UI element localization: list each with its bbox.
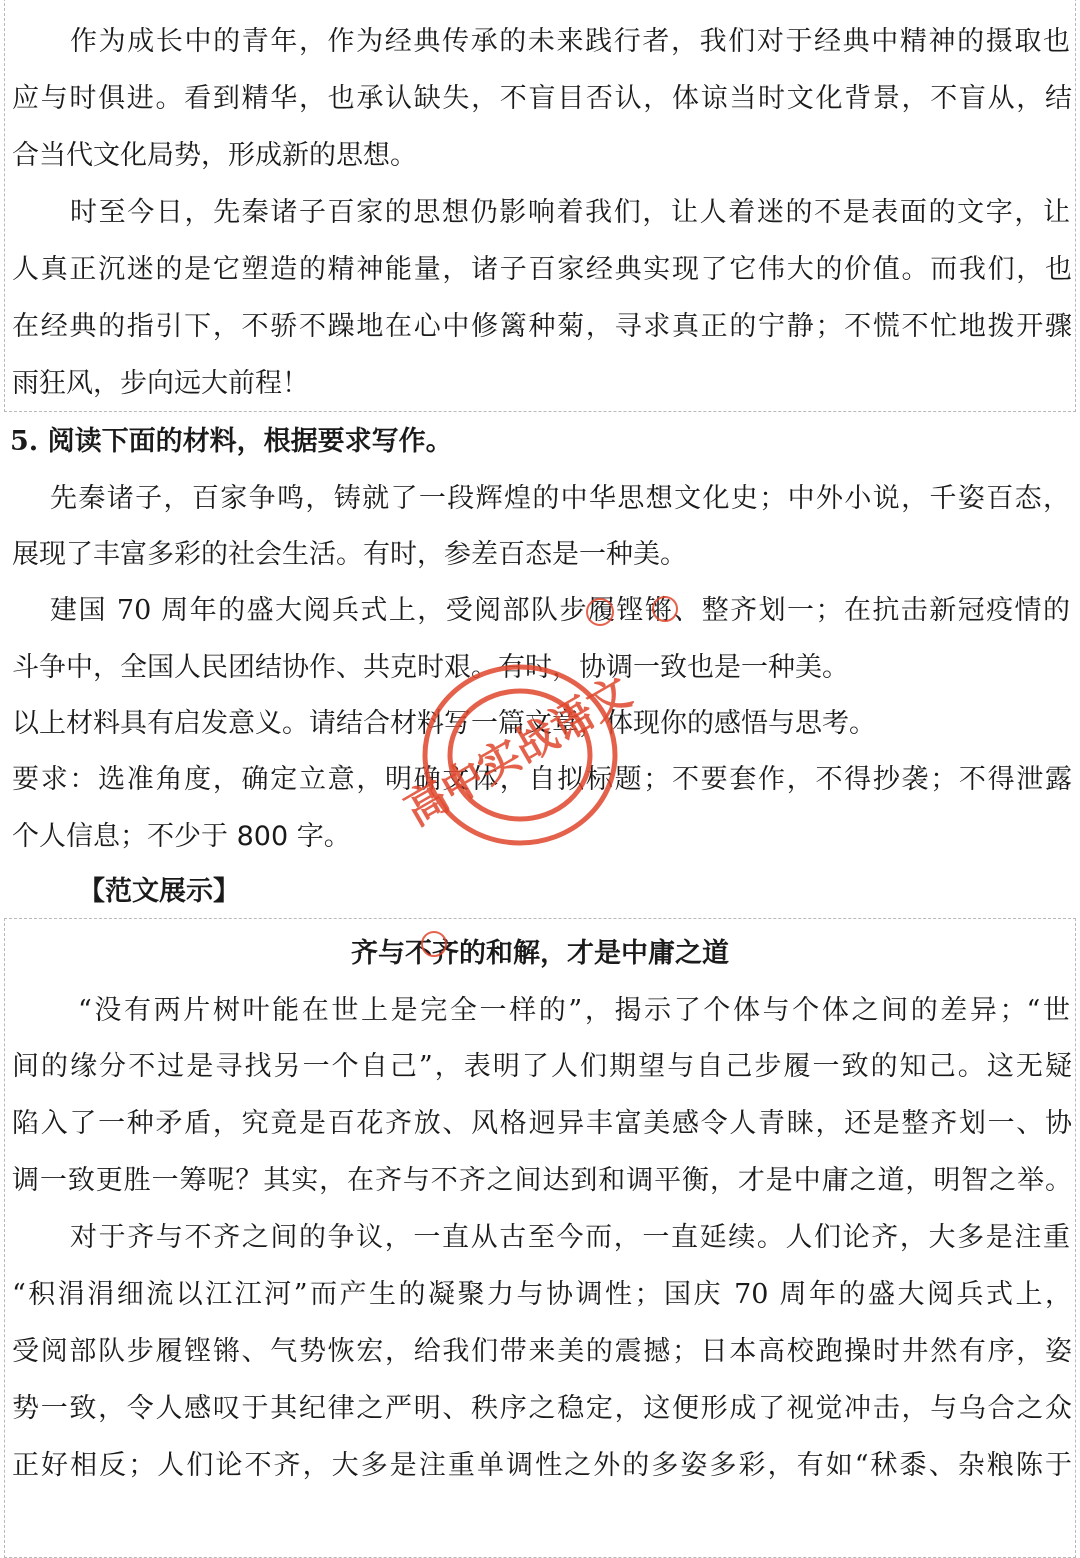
essay-line-8: 势一致，令人感叹于其纪律之严明、秩序之稳定，这便形成了视觉冲击，与乌合之众 — [12, 1393, 1072, 1424]
essay-line-4: 调一致更胜一筹呢？其实，在齐与不齐之间达到和调平衡，才是中庸之道，明智之举。 — [12, 1165, 1072, 1196]
passage-top-line-6: 在经典的指引下，不骄不躁地在心中修篱种菊，寻求真正的宁静；不慌不忙地拨开骤 — [12, 311, 1072, 342]
material-line-1: 先秦诸子，百家争鸣，铸就了一段辉煌的中华思想文化史；中外小说，千姿百态， — [50, 483, 1070, 514]
sample-heading: 【范文展示】 — [78, 876, 240, 907]
instruction-line-3: 个人信息；不少于 800 字。 — [12, 821, 351, 852]
material-line-3: 建国 70 周年的盛大阅兵式上，受阅部队步履铿锵、整齐划一；在抗击新冠疫情的 — [50, 595, 1070, 626]
essay-line-7: 受阅部队步履铿锵、气势恢宏，给我们带来美的震撼；日本高校跑操时井然有序，姿 — [12, 1336, 1072, 1367]
essay-line-5: 对于齐与不齐之间的争议，一直从古至今而，一直延续。人们论齐，大多是注重 — [70, 1222, 1070, 1253]
instruction-line-1: 以上材料具有启发意义。请结合材料写一篇文章，体现你的感悟与思考。 — [12, 708, 876, 739]
passage-top-line-7: 雨狂风，步向远大前程！ — [12, 368, 309, 399]
instruction-line-2: 要求：选准角度，确定立意，明确文体，自拟标题；不要套作，不得抄袭；不得泄露 — [12, 764, 1072, 795]
essay-line-9: 正好相反；人们论不齐，大多是注重单调性之外的多姿多彩，有如“秫黍、杂粮陈于 — [12, 1450, 1072, 1481]
essay-title: 齐与不齐的和解，才是中庸之道 — [351, 938, 729, 969]
essay-line-3: 陷入了一种矛盾，究竟是百花齐放、风格迥异丰富美感令人青睐，还是整齐划一、协 — [12, 1108, 1072, 1139]
mark-circle-2 — [652, 596, 678, 622]
passage-top-line-3: 合当代文化局势，形成新的思想。 — [12, 140, 417, 171]
mark-circle-3 — [421, 931, 447, 957]
material-line-4: 斗争中，全国人民团结协作、共克时艰。有时，协调一致也是一种美。 — [12, 652, 849, 683]
essay-line-1: “没有两片树叶能在世上是完全一样的”，揭示了个体与个体之间的差异；“世 — [78, 995, 1070, 1026]
question-heading: 5. 阅读下面的材料，根据要求写作。 — [10, 426, 453, 457]
material-line-2: 展现了丰富多彩的社会生活。有时，参差百态是一种美。 — [12, 539, 687, 570]
stamp-text: 高中实战语文 — [396, 666, 640, 836]
essay-line-6: “积涓涓细流以江江河”而产生的凝聚力与协调性；国庆 70 周年的盛大阅兵式上， — [12, 1279, 1072, 1310]
passage-top-line-4: 时至今日，先秦诸子百家的思想仍影响着我们，让人着迷的不是表面的文字，让 — [70, 197, 1070, 228]
passage-top-line-2: 应与时俱进。看到精华，也承认缺失，不盲目否认，体谅当时文化背景，不盲从，结 — [12, 83, 1072, 114]
passage-top-line-1: 作为成长中的青年，作为经典传承的未来践行者，我们对于经典中精神的摄取也 — [70, 26, 1070, 57]
passage-top-line-5: 人真正沉迷的是它塑造的精神能量，诸子百家经典实现了它伟大的价值。而我们，也 — [12, 254, 1072, 285]
essay-line-2: 间的缘分不过是寻找另一个自己”，表明了人们期望与自己步履一致的知己。这无疑 — [12, 1051, 1072, 1082]
mark-circle-1 — [586, 598, 614, 626]
